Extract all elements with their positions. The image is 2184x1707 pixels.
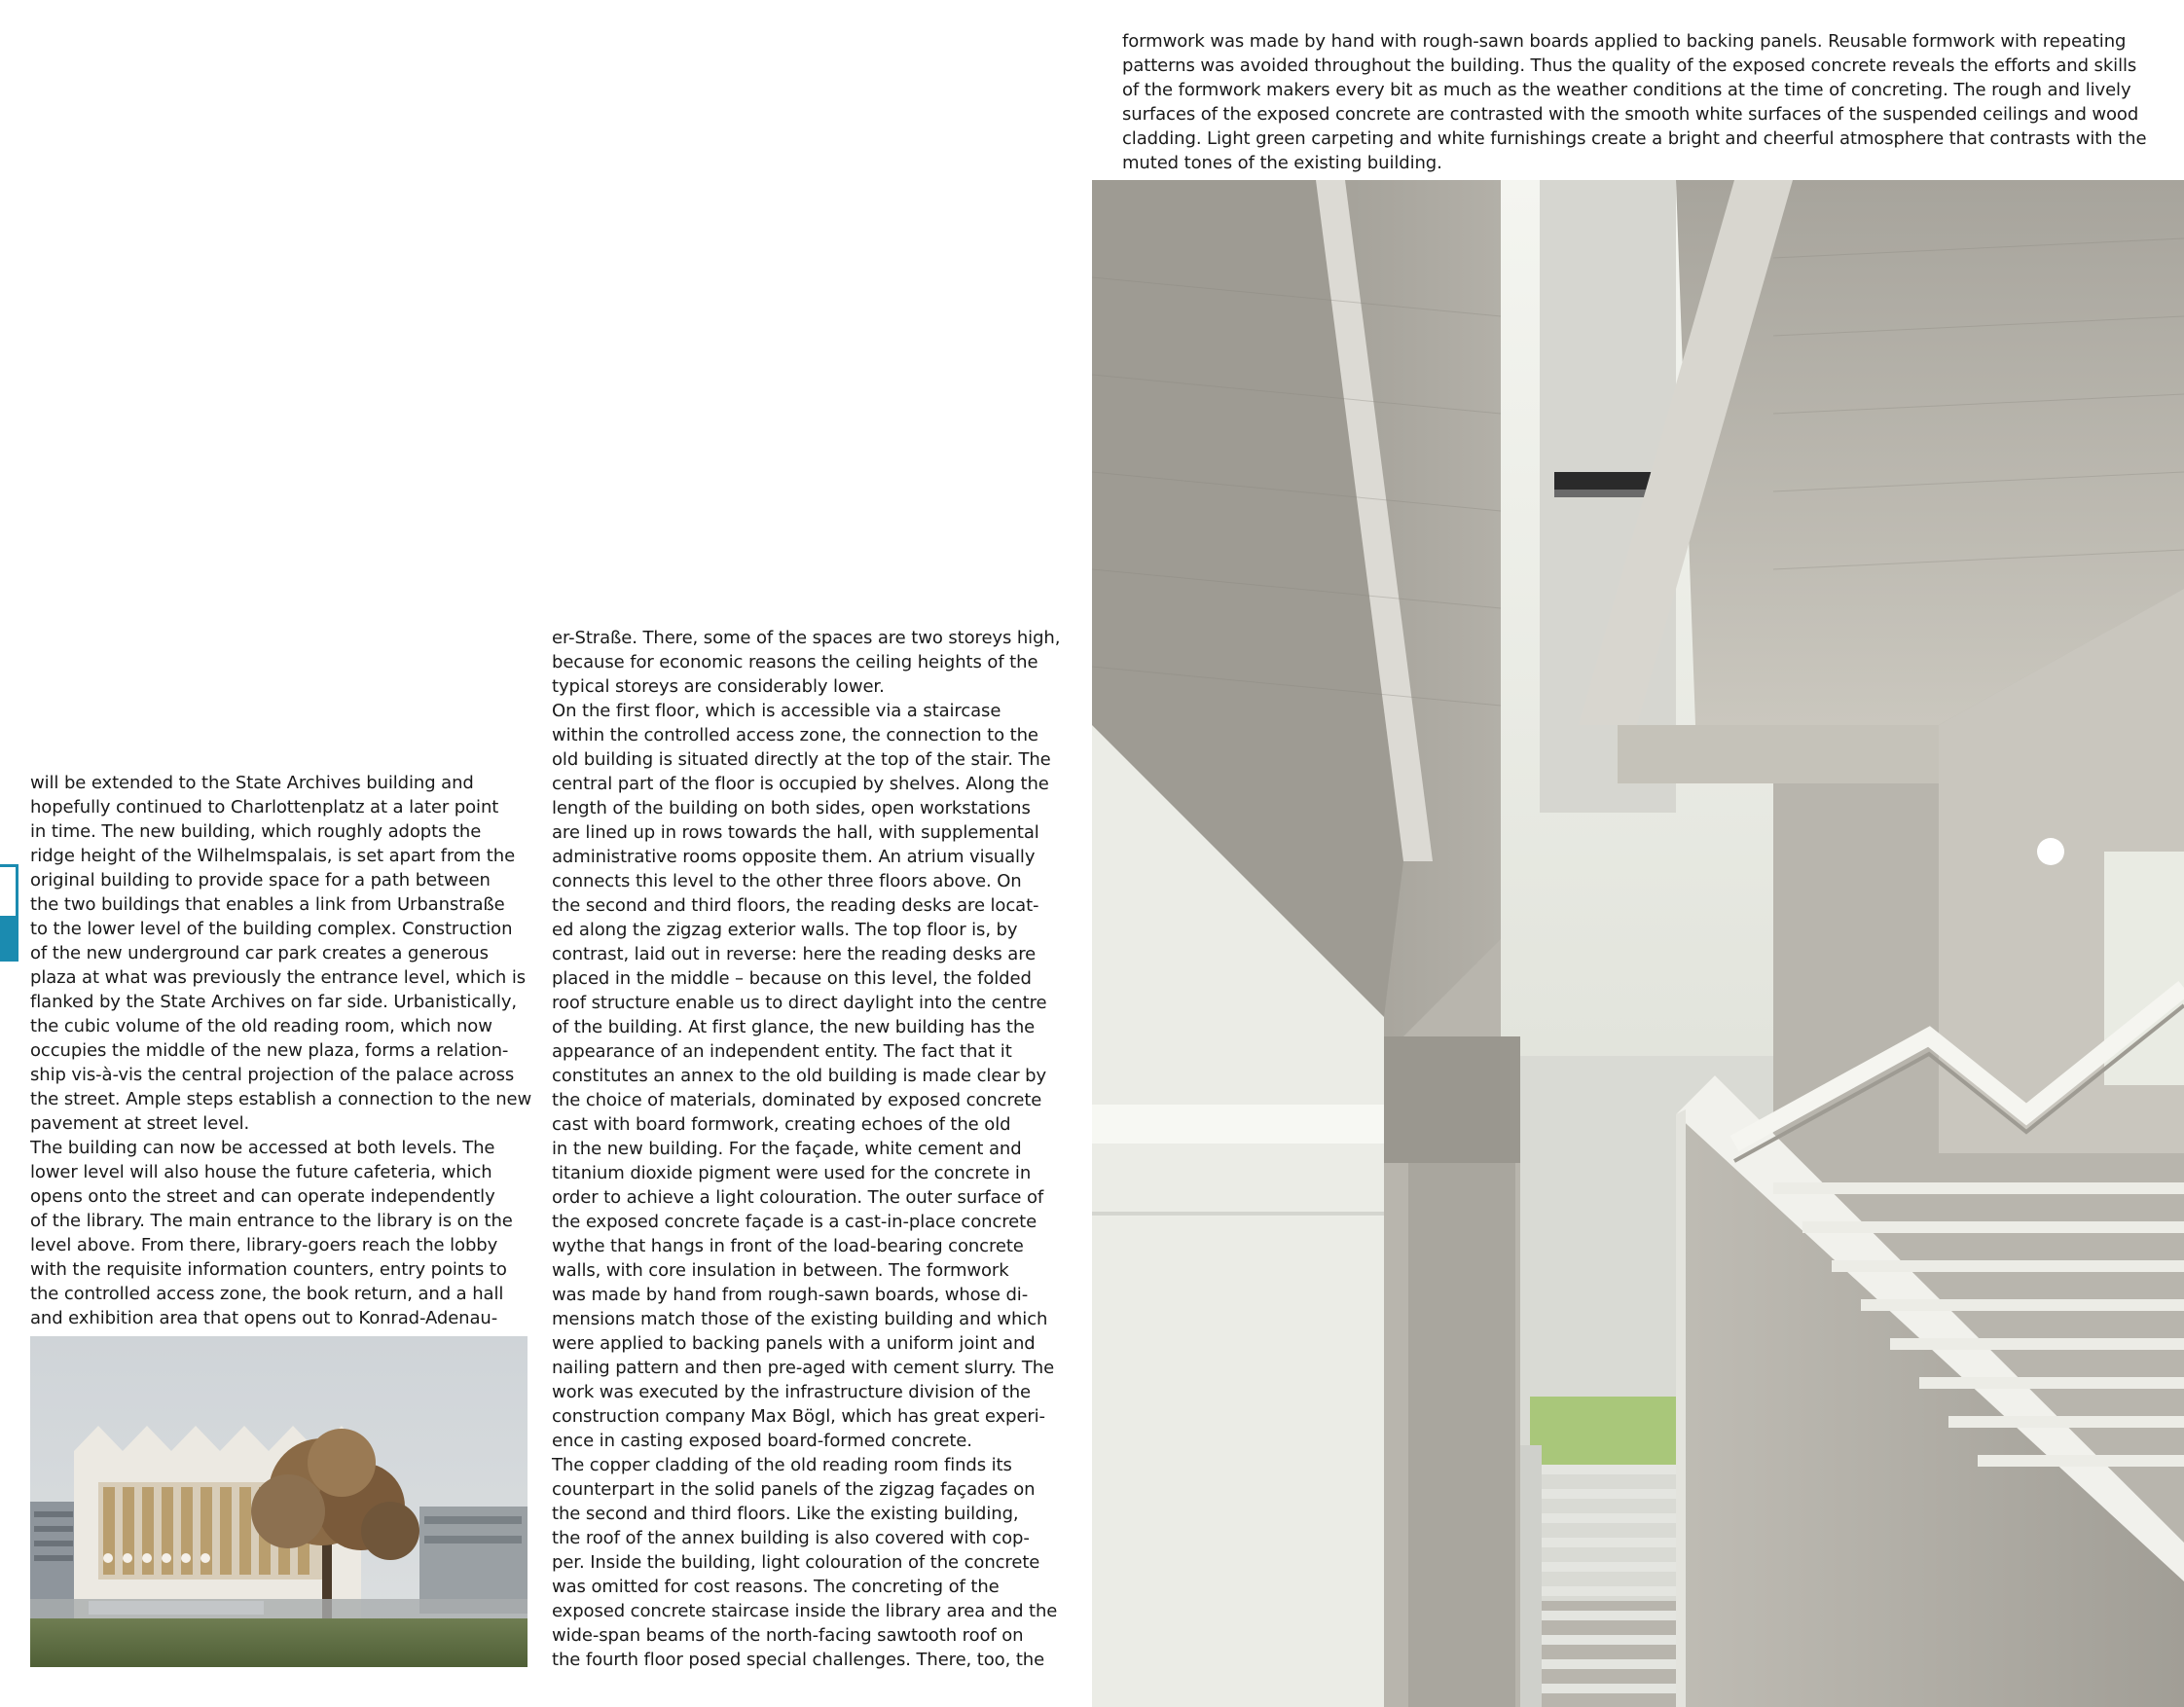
right-text-column bbox=[1122, 29, 2154, 175]
text-line: cast with board formwork, creating echoes of the old bbox=[552, 1114, 1011, 1135]
interior-staircase-photo bbox=[1092, 180, 2184, 1707]
text-line: counterpart in the solid panels of the zigzag façades on bbox=[552, 1479, 1036, 1500]
text-line: typical storeys are considerably lower. bbox=[552, 676, 885, 697]
text-line: were applied to backing panels with a uniform joint and bbox=[552, 1333, 1036, 1354]
left-text-column bbox=[30, 771, 531, 1330]
text-line: with the requisite information counters, entry points to bbox=[30, 1259, 507, 1280]
text-line: ence in casting exposed board-formed concrete. bbox=[552, 1431, 972, 1451]
text-line: central part of the floor is occupied by shelves. Along the bbox=[552, 774, 1049, 794]
text-line: original building to provide space for a path between bbox=[30, 870, 491, 890]
text-line: administrative rooms opposite them. An atrium visually bbox=[552, 847, 1036, 867]
text-line: the second and third floors. Like the existing building, bbox=[552, 1504, 1019, 1524]
text-line: work was executed by the infrastructure division of the bbox=[552, 1382, 1032, 1402]
text-line: the second and third floors, the reading desks are locat- bbox=[552, 895, 1039, 916]
text-line: nailing pattern and then pre-aged with cement slurry. The bbox=[552, 1358, 1055, 1378]
text-line: formwork was made by hand with rough-sawn boards applied to backing panels. Reusable formwork with repeating bbox=[1122, 31, 2127, 52]
text-line: level above. From there, library-goers reach the lobby bbox=[30, 1235, 498, 1255]
text-line: of the new underground car park creates a generous bbox=[30, 943, 489, 963]
text-line: the choice of materials, dominated by exposed concrete bbox=[552, 1090, 1042, 1110]
text-line: the roof of the annex building is also covered with cop- bbox=[552, 1528, 1030, 1548]
text-line: The copper cladding of the old reading room finds its bbox=[552, 1455, 1012, 1475]
text-line: wythe that hangs in front of the load-bearing concrete bbox=[552, 1236, 1024, 1256]
text-line: The building can now be accessed at both levels. The bbox=[30, 1138, 495, 1158]
text-line: ridge height of the Wilhelmspalais, is set apart from the bbox=[30, 846, 516, 866]
section-marker bbox=[0, 864, 18, 962]
text-line: mensions match those of the existing building and which bbox=[552, 1309, 1048, 1329]
text-line: cladding. Light green carpeting and white furnishings create a bright and cheerful atmosphere that contrasts with the bbox=[1122, 128, 2147, 149]
text-line: of the building. At first glance, the new building has the bbox=[552, 1017, 1036, 1037]
text-line: appearance of an independent entity. The fact that it bbox=[552, 1041, 1012, 1062]
middle-text-column bbox=[552, 626, 1061, 1672]
text-line: because for economic reasons the ceiling heights of the bbox=[552, 652, 1038, 672]
text-line: hopefully continued to Charlottenplatz at a later point bbox=[30, 797, 499, 817]
text-line: per. Inside the building, light colouration of the concrete bbox=[552, 1552, 1040, 1573]
text-line: old building is situated directly at the top of the stair. The bbox=[552, 749, 1051, 770]
text-line: opens onto the street and can operate independently bbox=[30, 1186, 495, 1207]
text-line: of the library. The main entrance to the library is on the bbox=[30, 1211, 513, 1231]
text-line: construction company Max Bögl, which has great experi- bbox=[552, 1406, 1045, 1427]
text-line: are lined up in rows towards the hall, with supplemental bbox=[552, 822, 1039, 843]
text-line: the exposed concrete façade is a cast-in-place concrete bbox=[552, 1212, 1037, 1232]
text-line: flanked by the State Archives on far side. Urbanistically, bbox=[30, 992, 517, 1012]
text-line: On the first floor, which is accessible via a staircase bbox=[552, 701, 1001, 721]
text-line: within the controlled access zone, the connection to the bbox=[552, 725, 1038, 745]
text-line: wide-span beams of the north-facing sawtooth roof on bbox=[552, 1625, 1024, 1646]
text-line: the fourth floor posed special challenges. There, too, the bbox=[552, 1650, 1045, 1670]
text-line: plaza at what was previously the entrance level, which is bbox=[30, 967, 527, 988]
text-line: connects this level to the other three floors above. On bbox=[552, 871, 1022, 891]
text-line: roof structure enable us to direct daylight into the centre bbox=[552, 993, 1047, 1013]
text-line: will be extended to the State Archives building and bbox=[30, 773, 474, 793]
text-line: patterns was avoided throughout the building. Thus the quality of the exposed concrete reveals the efforts and skills bbox=[1122, 55, 2137, 76]
text-line: and exhibition area that opens out to Konrad-Adenau- bbox=[30, 1308, 498, 1328]
text-line: er-Straße. There, some of the spaces are two storeys high, bbox=[552, 628, 1061, 648]
text-line: in the new building. For the façade, white cement and bbox=[552, 1139, 1022, 1159]
building-exterior-photo bbox=[30, 1336, 528, 1667]
text-line: muted tones of the existing building. bbox=[1122, 153, 1442, 173]
text-line: lower level will also house the future cafeteria, which bbox=[30, 1162, 492, 1182]
text-line: the street. Ample steps establish a connection to the new bbox=[30, 1089, 532, 1109]
text-line: placed in the middle – because on this level, the folded bbox=[552, 968, 1032, 989]
text-line: of the formwork makers every bit as much as the weather conditions at the time of concreting. The rough and lively bbox=[1122, 80, 2131, 100]
text-line: occupies the middle of the new plaza, forms a relation- bbox=[30, 1040, 509, 1061]
text-line: the controlled access zone, the book return, and a hall bbox=[30, 1284, 504, 1304]
text-line: ed along the zigzag exterior walls. The top floor is, by bbox=[552, 920, 1018, 940]
text-line: to the lower level of the building complex. Construction bbox=[30, 919, 513, 939]
text-line: walls, with core insulation in between. The formwork bbox=[552, 1260, 1009, 1281]
text-line: ship vis-à-vis the central projection of the palace across bbox=[30, 1065, 515, 1085]
text-line: was made by hand from rough-sawn boards, whose di- bbox=[552, 1285, 1029, 1305]
text-line: exposed concrete staircase inside the library area and the bbox=[552, 1601, 1058, 1621]
text-line: length of the building on both sides, open workstations bbox=[552, 798, 1031, 818]
text-line: in time. The new building, which roughly adopts the bbox=[30, 821, 482, 842]
text-line: surfaces of the exposed concrete are contrasted with the smooth white surfaces of the suspended ceilings and wood bbox=[1122, 104, 2139, 125]
text-line: the two buildings that enables a link from Urbanstraße bbox=[30, 894, 505, 915]
text-line: contrast, laid out in reverse: here the reading desks are bbox=[552, 944, 1037, 964]
text-line: constitutes an annex to the old building is made clear by bbox=[552, 1066, 1047, 1086]
text-line: pavement at street level. bbox=[30, 1113, 250, 1134]
text-line: order to achieve a light colouration. The outer surface of bbox=[552, 1187, 1044, 1208]
text-line: the cubic volume of the old reading room, which now bbox=[30, 1016, 492, 1036]
text-line: was omitted for cost reasons. The concreting of the bbox=[552, 1577, 1000, 1597]
text-line: titanium dioxide pigment were used for the concrete in bbox=[552, 1163, 1032, 1183]
